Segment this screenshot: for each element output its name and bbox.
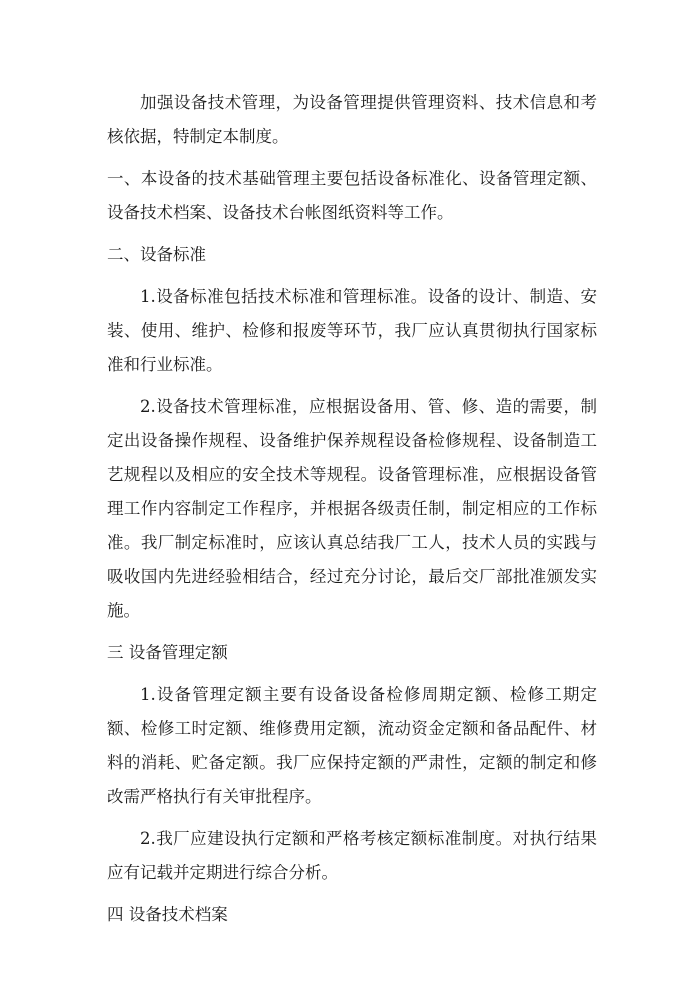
section-3-item-1: 1.设备管理定额主要有设备设备检修周期定额、检修工期定额、检修工时定额、维修费用定额，流动资金定额和备品配件、材料的消耗、贮备定额。我厂应保持定额的严肃性，定额的制定和修改需严格执行有关审批程序。 [107, 685, 597, 806]
section-2-item-1: 1.设备标准包括技术标准和管理标准。设备的设计、制造、安装、使用、维护、检修和报废等环节，我厂应认真贯彻执行国家标准和行业标准。 [107, 287, 597, 374]
section-3-item-2: 2.我厂应建设执行定额和严格考核定额标准制度。对执行结果应有记载并定期进行综合分析。 [107, 829, 597, 882]
section-1-paragraph: 一、本设备的技术基础管理主要包括设备标准化、设备管理定额、设备技术档案、设备技术台帐图纸资料等工作。 [107, 169, 597, 222]
section-2-heading: 二、设备标准 [107, 245, 206, 264]
section-4-heading: 四 设备技术档案 [107, 905, 228, 924]
document-body [107, 86, 597, 940]
intro-paragraph: 加强设备技术管理，为设备管理提供管理资料、技术信息和考核依据，特制定本制度。 [107, 93, 597, 146]
section-3-heading: 三 设备管理定额 [107, 643, 228, 662]
section-2-item-2: 2.设备技术管理标准，应根据设备用、管、修、造的需要，制定出设备操作规程、设备维护保养规程设备检修规程、设备制造工艺规程以及相应的安全技术等规程。设备管理标准，应根据设备管理工作内容制定工作程序，并根据各级责任制，制定相应的工作标准。我厂制定标准时，应该认真总结我厂工人，技术人员的实践与吸收国内先进经验相结合，经过充分讨论，最后交厂部批准颁发实施。 [107, 397, 597, 620]
